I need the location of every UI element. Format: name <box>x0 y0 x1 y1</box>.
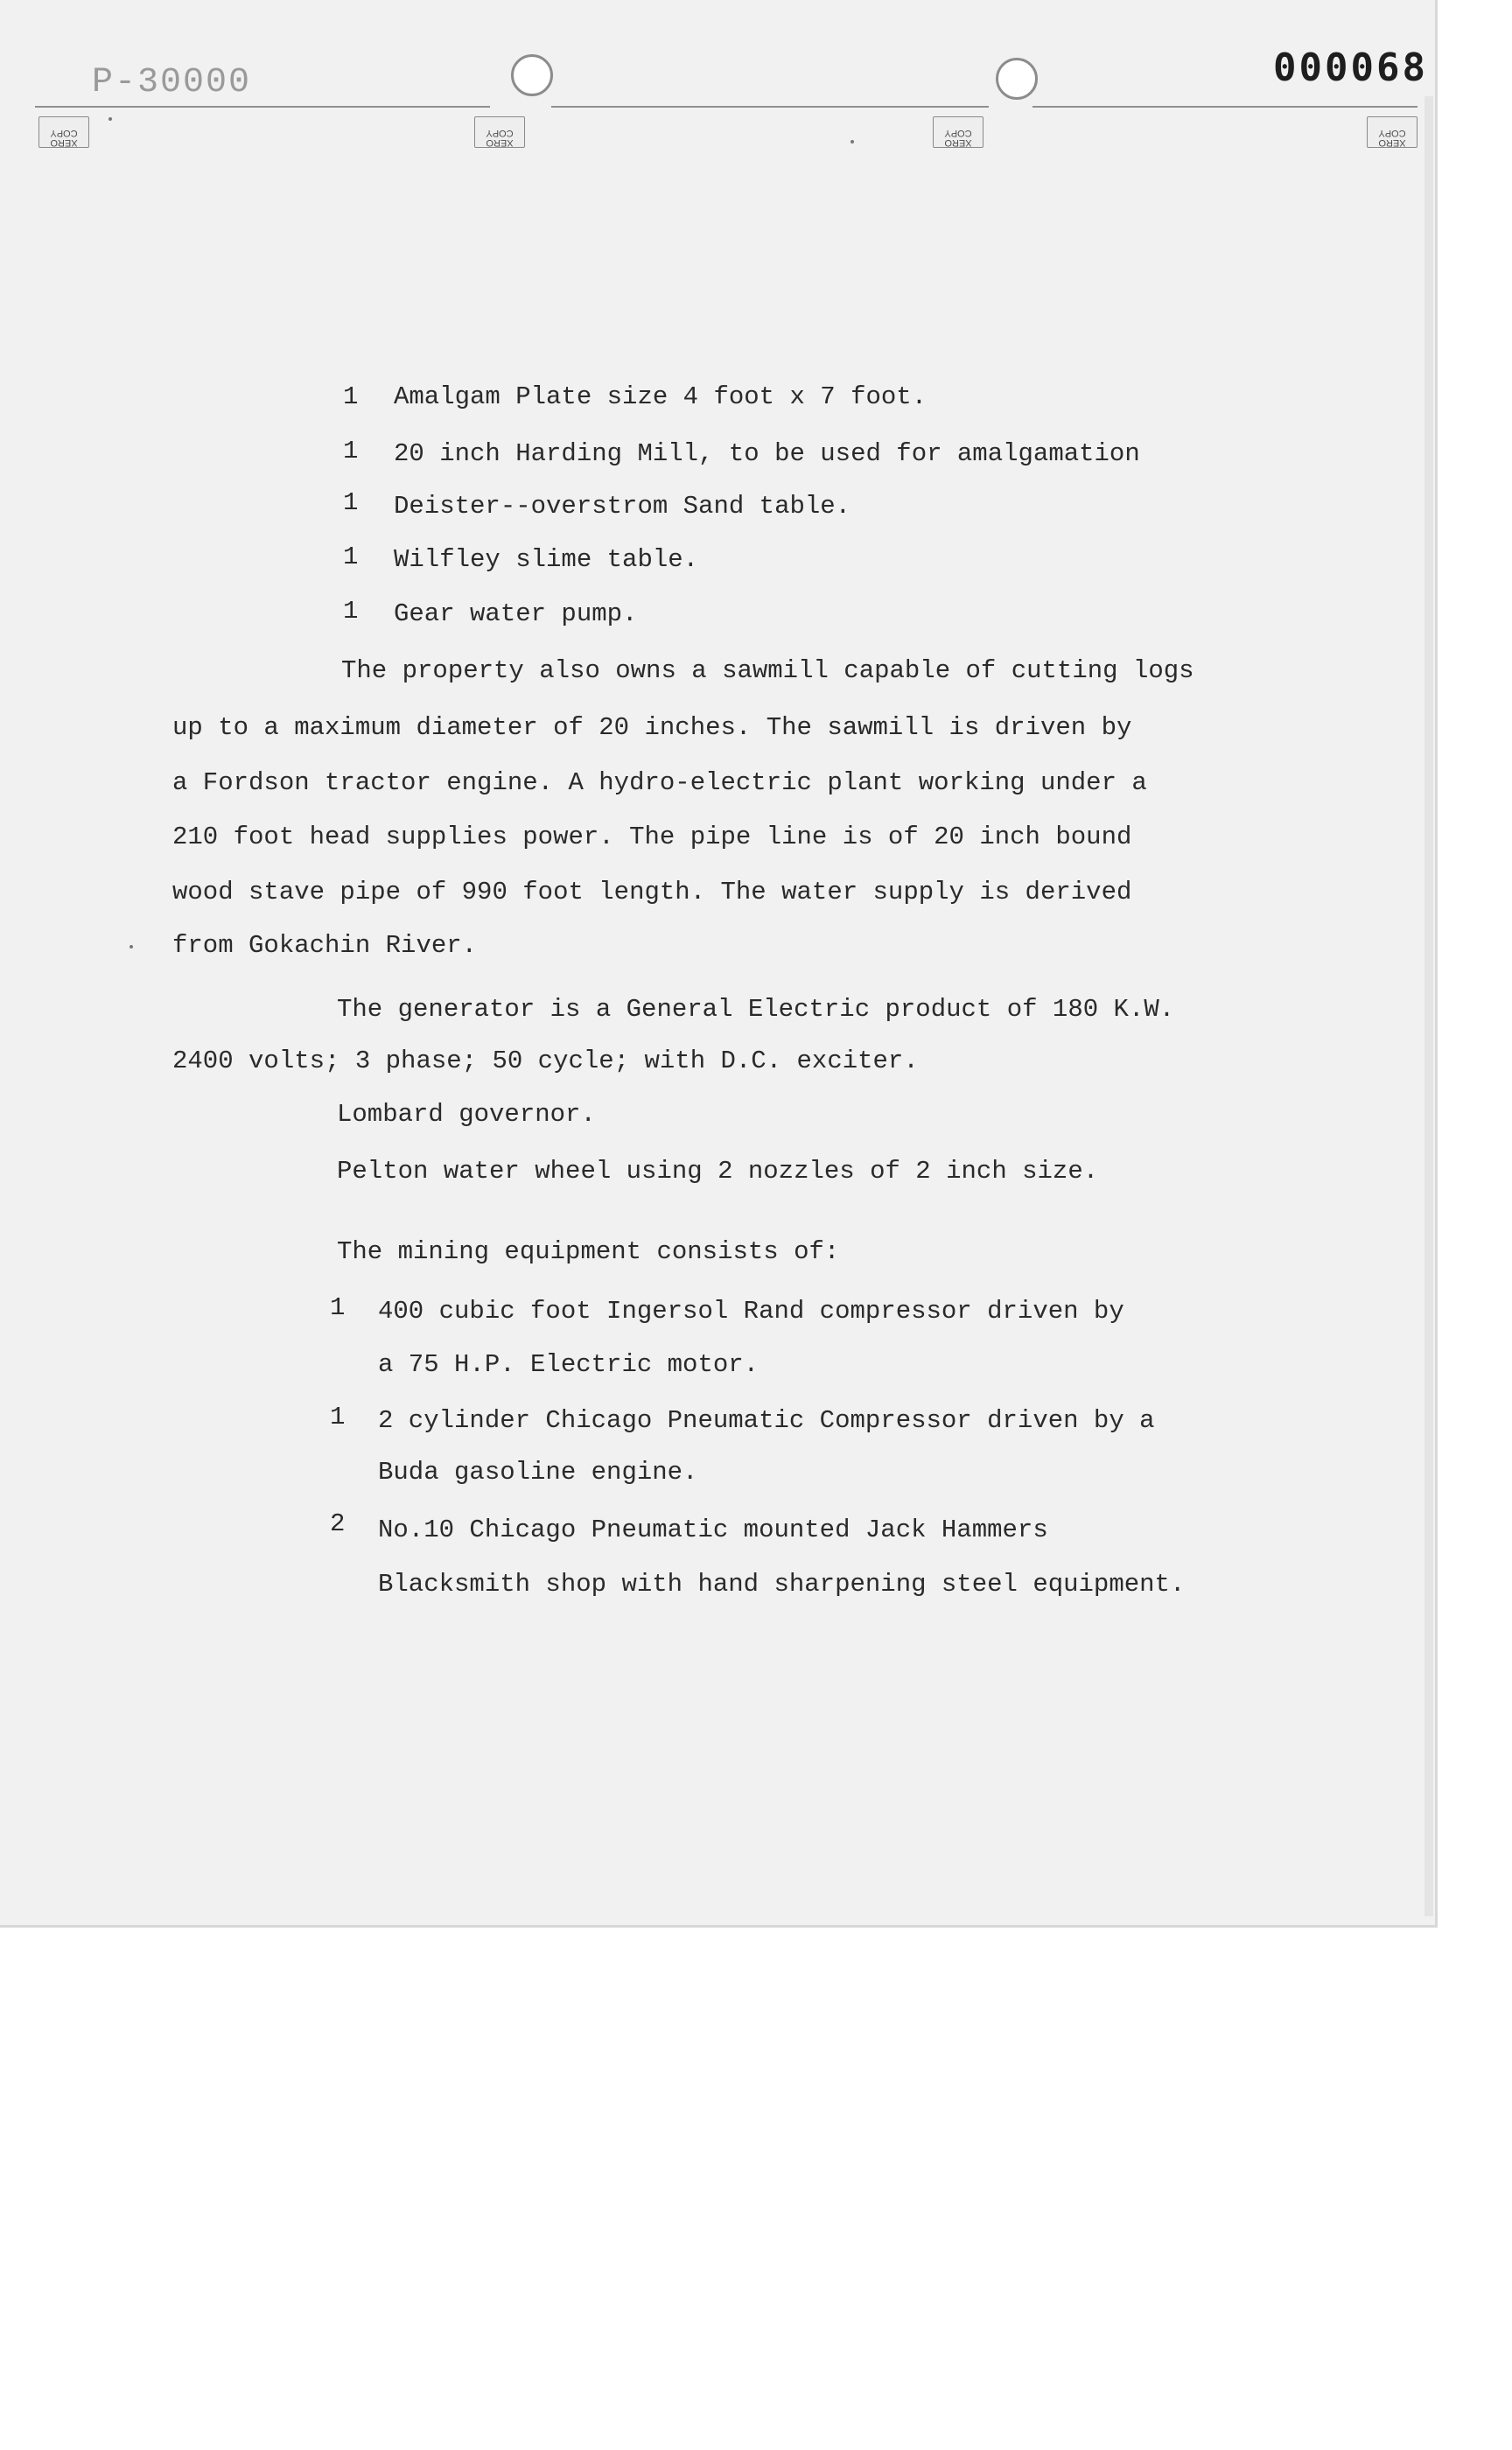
list-item: 2 cylinder Chicago Pneumatic Compressor driven by a <box>378 1406 1155 1435</box>
paragraph-line: 2400 volts; 3 phase; 50 cycle; with D.C. exciter. <box>172 1046 919 1075</box>
paragraph-line: a Fordson tractor engine. A hydro-electric plant working under a <box>172 768 1147 797</box>
list-item-qty: 1 <box>343 437 359 466</box>
list-item: Blacksmith shop with hand sharpening steel equipment. <box>378 1570 1186 1599</box>
tab-edge <box>35 106 490 108</box>
tab-edge <box>551 106 989 108</box>
list-item: No.10 Chicago Pneumatic mounted Jack Hammers <box>378 1516 1048 1544</box>
file-stamp: P-30000 <box>92 63 252 102</box>
xero-copy-stamp: XERO COPY <box>1367 116 1418 148</box>
paragraph-line: Pelton water wheel using 2 nozzles of 2 inch size. <box>337 1157 1099 1186</box>
list-item: Amalgam Plate size 4 foot x 7 foot. <box>394 382 928 411</box>
paragraph-line: from Gokachin River. <box>172 931 478 960</box>
speck <box>850 140 854 144</box>
list-item-qty: 1 <box>330 1293 346 1322</box>
mining-heading: The mining equipment consists of: <box>337 1237 840 1266</box>
list-item-qty: 1 <box>343 597 359 626</box>
paragraph-line: The property also owns a sawmill capable of cutting logs <box>341 656 1194 685</box>
xero-copy-stamp: XERO COPY <box>474 116 525 148</box>
paragraph-line: 210 foot head supplies power. The pipe line is of 20 inch bound <box>172 822 1132 851</box>
list-item-qty: 1 <box>343 542 359 571</box>
list-item-qty: 1 <box>330 1403 346 1432</box>
list-item: Gear water pump. <box>394 599 638 628</box>
tab-edge <box>1032 106 1418 108</box>
list-item: 400 cubic foot Ingersol Rand compressor driven by <box>378 1297 1124 1326</box>
speck <box>130 945 133 948</box>
list-item: 20 inch Harding Mill, to be used for amalgamation <box>394 439 1140 468</box>
page-edge <box>1424 96 1433 1916</box>
list-item: Deister--overstrom Sand table. <box>394 492 851 521</box>
paragraph-line: Lombard governor. <box>337 1100 596 1129</box>
paragraph-line: wood stave pipe of 990 foot length. The water supply is derived <box>172 878 1132 906</box>
list-item: Buda gasoline engine. <box>378 1458 698 1487</box>
paragraph-line: The generator is a General Electric product of 180 K.W. <box>337 995 1175 1024</box>
xero-copy-stamp: XERO COPY <box>38 116 89 148</box>
list-item: a 75 H.P. Electric motor. <box>378 1350 760 1379</box>
list-item-qty: 2 <box>330 1509 346 1538</box>
xero-copy-stamp: XERO COPY <box>933 116 984 148</box>
list-item-qty: 1 <box>343 488 359 517</box>
list-item: Wilfley slime table. <box>394 545 699 574</box>
binder-hole-icon <box>996 58 1038 100</box>
binder-hole-icon <box>511 54 553 96</box>
speck <box>108 117 112 121</box>
paragraph-line: up to a maximum diameter of 20 inches. The sawmill is driven by <box>172 713 1132 742</box>
list-item-qty: 1 <box>343 382 359 411</box>
page-number-stamp: 000068 <box>1273 46 1428 90</box>
